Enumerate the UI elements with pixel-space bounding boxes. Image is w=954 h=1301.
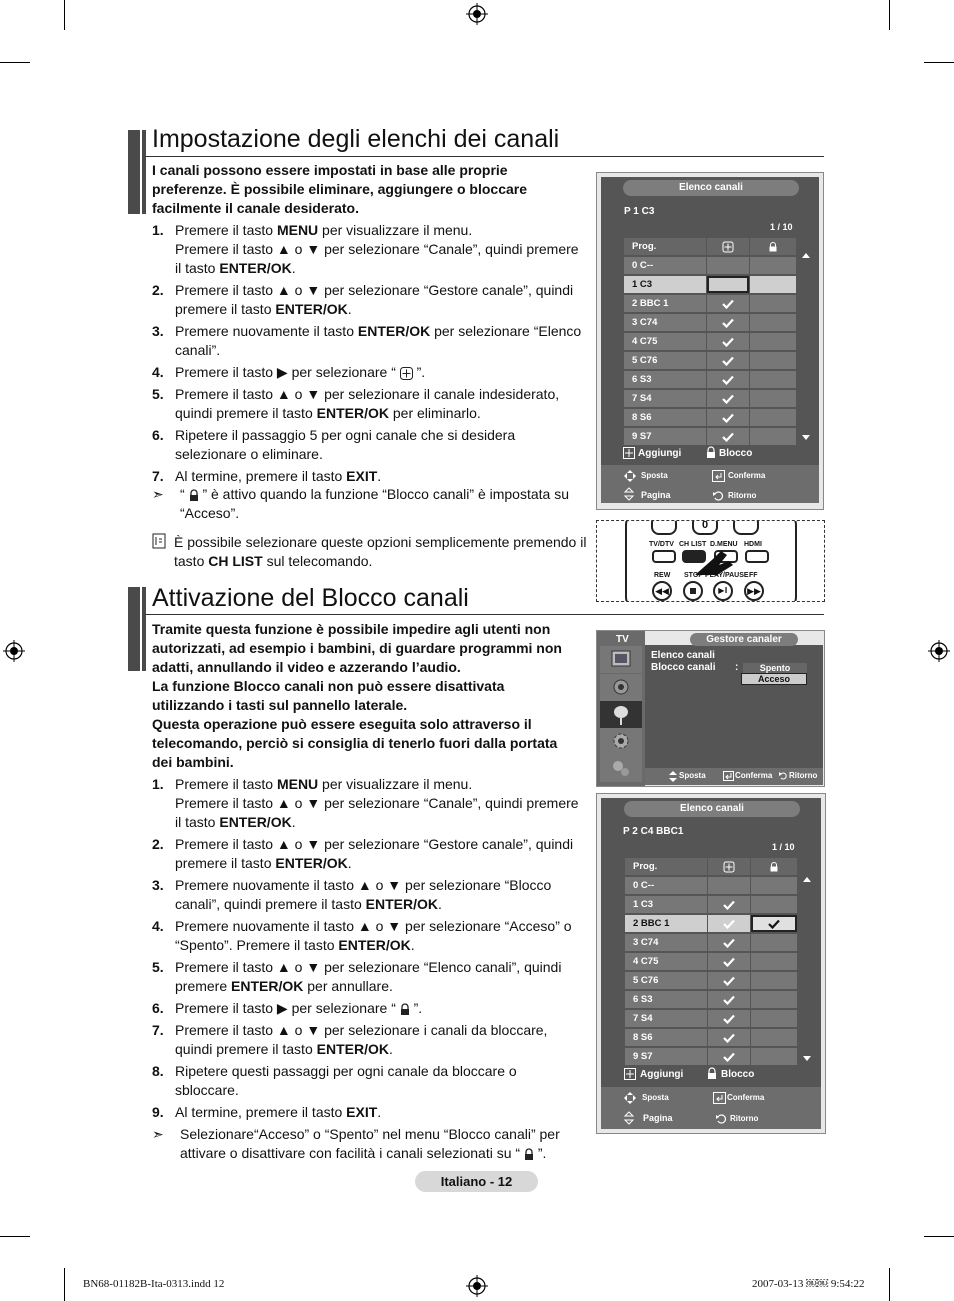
add-cell[interactable]	[708, 896, 750, 913]
table-row[interactable]	[624, 314, 800, 331]
remote-prech-button[interactable]	[733, 520, 759, 535]
channel-label: 2 BBC 1	[625, 915, 707, 932]
enter-icon	[723, 771, 734, 781]
screen-title: Elenco canali	[623, 180, 799, 196]
add-cell[interactable]	[708, 934, 750, 951]
section2-step	[152, 917, 584, 955]
section2-intro: Tramite questa funzione è possibile impedire agli utenti non autorizzati, ad esempio i bambini, di guardare programmi non adatti, annullando il video e azzerando l’audio. La funzione Blocco canali non può essere disattivata utilizzando i tasti sul pannello laterale. Questa operazione può essere eseguita solo attraverso il telecomando, perciò si consiglia di tenerlo fuori dalla portata dei bambini.	[152, 621, 562, 770]
scroll-up-icon[interactable]	[803, 877, 811, 882]
step-number: 6.	[152, 427, 164, 443]
arrow-note-text: “ ” è attivo quando la funzione “Blocco canali” è impostata su “Acceso”.	[180, 486, 569, 521]
channel-label: 0 C--	[624, 257, 706, 274]
add-cell[interactable]	[707, 276, 749, 293]
page-indicator: 1 / 10	[772, 842, 795, 852]
remote-label: HDMI	[744, 541, 762, 548]
channel-label: 8 S6	[624, 409, 706, 426]
remote-label: TV/DTV	[649, 541, 674, 548]
add-cell[interactable]	[707, 295, 749, 312]
check-icon	[722, 375, 734, 385]
crop-mark	[889, 1268, 890, 1301]
section2-step	[152, 876, 584, 914]
table-header	[624, 238, 800, 255]
remote-zero-button[interactable]: 0	[692, 520, 718, 535]
step-number: 7.	[152, 468, 164, 484]
add-cell[interactable]	[708, 1029, 750, 1046]
step-text: Premere il tasto ▶ per selezionare “ ”.	[175, 1000, 423, 1016]
step-number: 1.	[152, 776, 164, 792]
section-divider	[145, 156, 824, 157]
move-icon	[623, 469, 637, 483]
table-row[interactable]	[624, 352, 800, 369]
section1-step	[152, 426, 584, 464]
legend-lock: Blocco	[721, 1069, 755, 1080]
channel-label: 6 S3	[624, 371, 706, 388]
check-icon	[723, 900, 735, 910]
section1-title: Impostazione degli elenchi dei canali	[152, 125, 560, 153]
add-cell[interactable]	[708, 915, 750, 932]
check-icon	[723, 919, 735, 929]
add-cell[interactable]	[708, 953, 750, 970]
table-row[interactable]	[625, 1048, 801, 1065]
colon: :	[735, 662, 739, 673]
check-icon	[723, 1052, 735, 1062]
add-cell[interactable]	[708, 1010, 750, 1027]
channel-label: 4 C75	[625, 953, 707, 970]
section1-step	[152, 322, 584, 360]
channel-manager-screen	[596, 630, 825, 787]
section1-step	[152, 467, 584, 486]
header-add-icon	[708, 858, 750, 875]
section2-step	[152, 958, 584, 996]
check-icon	[722, 356, 734, 366]
option-on[interactable]: Acceso	[741, 673, 807, 685]
section-divider	[145, 614, 824, 615]
lock-cell[interactable]	[751, 991, 797, 1008]
header-lock-icon	[751, 858, 797, 875]
table-row[interactable]	[625, 896, 801, 913]
check-icon	[723, 957, 735, 967]
legend-add: Aggiungi	[638, 448, 682, 459]
file-info: BN68-01182B-Ita-0313.indd 12	[83, 1278, 225, 1290]
step-number: 8.	[152, 1063, 164, 1079]
channel-label: 2 BBC 1	[624, 295, 706, 312]
tip-note-icon	[152, 533, 174, 571]
nav-return: Ritorno	[730, 1114, 759, 1123]
channel-table	[625, 858, 801, 1064]
table-row[interactable]	[625, 1029, 801, 1046]
section2-title: Attivazione del Blocco canali	[152, 584, 469, 612]
move-icon	[623, 1091, 637, 1105]
table-row[interactable]	[625, 915, 801, 932]
remote-tv-button[interactable]	[652, 550, 676, 563]
nav-page: Pagina	[643, 1113, 673, 1123]
legend-add: Aggiungi	[640, 1069, 684, 1080]
lock-cell[interactable]	[750, 352, 796, 369]
header-lock-icon	[750, 238, 796, 255]
lock-cell[interactable]	[751, 953, 797, 970]
add-cell[interactable]	[707, 257, 749, 274]
remote-label: REW	[654, 572, 671, 579]
lock-cell[interactable]	[751, 934, 797, 951]
scroll-down-icon[interactable]	[802, 435, 810, 440]
menu-item-channel-lock[interactable]: Blocco canali	[651, 662, 716, 673]
nav-confirm: Conferma	[727, 1093, 765, 1102]
move-icon	[669, 771, 677, 782]
input-menu-icon[interactable]	[600, 755, 642, 782]
check-icon	[723, 938, 735, 948]
add-cell[interactable]	[707, 333, 749, 350]
header-prog: Prog.	[624, 238, 706, 255]
lock-cell[interactable]	[751, 1029, 797, 1046]
step-text: Premere il tasto ▲ o ▼ per selezionare il canale indesiderato, quindi premere il tasto ENTER/OK per eliminarlo.	[175, 386, 560, 421]
lock-icon	[706, 446, 716, 459]
step-text: Premere il tasto ▲ o ▼ per selezionare “Gestore canale”, quindi premere il tasto ENTER/OK.	[175, 836, 574, 871]
channel-label: 6 S3	[625, 991, 707, 1008]
channel-label: 8 S6	[625, 1029, 707, 1046]
channel-table	[624, 238, 800, 443]
lock-cell[interactable]	[751, 972, 797, 989]
lock-cell[interactable]	[750, 295, 796, 312]
arrow-note-icon: ➣	[152, 486, 164, 502]
step-text: Premere il tasto MENU per visualizzare il menu. Premere il tasto ▲ o ▼ per selezionare “Canale”, quindi premere il tasto ENTER/OK.	[175, 776, 579, 830]
table-row[interactable]	[624, 409, 800, 426]
add-cell[interactable]	[708, 972, 750, 989]
section2-step	[152, 775, 584, 832]
table-row[interactable]	[624, 428, 800, 445]
check-icon	[768, 919, 780, 929]
channel-list-lock-screen	[596, 793, 826, 1134]
table-row[interactable]	[624, 295, 800, 312]
menu-item-channel-list[interactable]: Elenco canali	[651, 650, 715, 661]
crop-mark	[64, 1268, 65, 1301]
add-cell[interactable]	[707, 428, 749, 445]
add-cell[interactable]	[707, 409, 749, 426]
step-text: Al termine, premere il tasto EXIT.	[175, 1104, 382, 1120]
setup-menu-icon[interactable]	[600, 728, 642, 755]
step-number: 2.	[152, 836, 164, 852]
channel-label: 9 S7	[625, 1048, 707, 1065]
table-row[interactable]	[624, 390, 800, 407]
page-number-badge: Italiano - 12	[415, 1171, 538, 1192]
crop-mark	[0, 62, 30, 63]
step-text: Premere il tasto ▲ o ▼ per selezionare “Gestore canale”, quindi premere il tasto ENTER/OK.	[175, 282, 574, 317]
page-icon	[623, 487, 635, 501]
step-text: Premere il tasto ▲ o ▼ per selezionare “Elenco canali”, quindi premere ENTER/OK per annullare.	[175, 959, 562, 994]
remote-ff-button[interactable]: ▶▶	[744, 581, 764, 601]
nav-move: Sposta	[641, 471, 668, 480]
check-icon	[723, 1033, 735, 1043]
table-row[interactable]	[625, 1010, 801, 1027]
check-icon	[723, 995, 735, 1005]
section1-step	[152, 281, 584, 319]
add-cell[interactable]	[708, 991, 750, 1008]
registration-mark-icon	[466, 1275, 488, 1297]
section1-step	[152, 363, 584, 382]
return-icon	[715, 1113, 727, 1124]
crop-mark	[924, 1236, 954, 1237]
step-number: 9.	[152, 1104, 164, 1120]
print-date: 2007-03-13 ￼￼ 9:54:22	[752, 1278, 865, 1290]
lock-cell[interactable]	[750, 333, 796, 350]
section1-intro: I canali possono essere impostati in base alle proprie preferenze. È possibile eliminare, aggiungere o bloccare facilmente il canale desiderato.	[152, 162, 528, 216]
screen-footer	[601, 1087, 821, 1129]
check-icon	[722, 318, 734, 328]
table-row[interactable]	[625, 991, 801, 1008]
option-off[interactable]: Spento	[743, 663, 807, 673]
step-text: Premere nuovamente il tasto ENTER/OK per selezionare “Elenco canali”.	[175, 323, 582, 358]
registration-mark-icon	[466, 3, 488, 25]
crop-mark	[0, 1236, 30, 1237]
step-text: Al termine, premere il tasto EXIT.	[175, 468, 382, 484]
sound-menu-icon[interactable]	[600, 674, 642, 701]
table-row[interactable]	[625, 934, 801, 951]
section-marker	[128, 587, 140, 671]
screen-title: Elenco canali	[624, 801, 800, 817]
header-add-icon	[707, 238, 749, 255]
scroll-up-icon[interactable]	[802, 253, 810, 258]
check-icon	[722, 394, 734, 404]
step-text: Premere il tasto MENU per visualizzare il menu. Premere il tasto ▲ o ▼ per selezionare “Canale”, quindi premere il tasto ENTER/OK.	[175, 222, 579, 276]
remote-top-button[interactable]	[651, 520, 677, 535]
section2-step	[152, 1021, 584, 1059]
lock-cell[interactable]	[751, 877, 797, 894]
remote-label: D.MENU	[710, 541, 738, 548]
lock-cell[interactable]	[750, 371, 796, 388]
return-icon	[712, 490, 724, 501]
add-cell[interactable]	[708, 877, 750, 894]
section1-steps	[152, 221, 584, 489]
table-row[interactable]	[624, 276, 800, 293]
section1-notes	[152, 485, 592, 574]
lock-icon	[707, 1067, 717, 1080]
section2-step	[152, 1103, 584, 1122]
step-text: Premere il tasto ▶ per selezionare “ ”.	[175, 364, 426, 380]
current-channel: P 2 C4 BBC1	[623, 826, 684, 837]
legend-lock: Blocco	[719, 448, 753, 459]
step-number: 5.	[152, 386, 164, 402]
channel-label: 4 C75	[624, 333, 706, 350]
channel-label: 3 C74	[625, 934, 707, 951]
step-number: 1.	[152, 222, 164, 238]
step-text: Premere nuovamente il tasto ▲ o ▼ per selezionare “Acceso” o “Spento”. Premere il tasto ENTER/OK.	[175, 918, 572, 953]
table-row[interactable]	[625, 877, 801, 894]
header-prog: Prog.	[625, 858, 707, 875]
arrow-note	[152, 485, 592, 523]
section-marker	[128, 130, 140, 214]
remote-rew-button[interactable]: ◀◀	[652, 581, 672, 601]
channel-label: 1 C3	[625, 896, 707, 913]
step-number: 7.	[152, 1022, 164, 1038]
check-icon	[722, 432, 734, 442]
table-row[interactable]	[624, 333, 800, 350]
step-text: Premere il tasto ▲ o ▼ per selezionare i canali da bloccare, quindi premere il tasto ENTER/OK.	[175, 1022, 548, 1057]
crop-mark	[924, 62, 954, 63]
nav-return: Ritorno	[789, 771, 818, 780]
page-indicator: 1 / 10	[770, 222, 793, 232]
channel-label: 1 C3	[624, 276, 706, 293]
crop-mark	[64, 0, 65, 30]
arrow-note-text: Selezionare“Acceso” o “Spento” nel menu “Blocco canali” per attivare o disattivare con facilità i canali selezionati su “ ”.	[180, 1126, 560, 1161]
lock-cell[interactable]	[750, 257, 796, 274]
remote-play-button[interactable]: ▶‖	[713, 581, 733, 601]
section-marker	[142, 130, 146, 214]
section1-step	[152, 385, 584, 423]
add-cell[interactable]	[707, 390, 749, 407]
lock-cell[interactable]	[751, 1048, 797, 1065]
step-text: Ripetere il passaggio 5 per ogni canale che si desidera selezionare o eliminare.	[175, 427, 516, 462]
step-text: Premere nuovamente il tasto ▲ o ▼ per selezionare “Blocco canali”, quindi premere il tasto ENTER/OK.	[175, 877, 552, 912]
nav-confirm: Conferma	[728, 471, 766, 480]
arrow-note	[152, 1125, 584, 1163]
check-icon	[722, 413, 734, 423]
remote-label: CH LIST	[679, 541, 707, 548]
channel-label: 0 C--	[625, 877, 707, 894]
table-row[interactable]	[624, 257, 800, 274]
channel-menu-icon[interactable]	[600, 701, 642, 728]
check-icon	[723, 1014, 735, 1024]
check-icon	[722, 299, 734, 309]
nav-move: Sposta	[642, 1093, 669, 1102]
step-number: 2.	[152, 282, 164, 298]
channel-label: 7 S4	[625, 1010, 707, 1027]
lock-cell[interactable]	[751, 915, 797, 932]
enter-icon	[713, 1092, 726, 1104]
table-row[interactable]	[624, 371, 800, 388]
arrow-note-icon: ➣	[152, 1126, 164, 1142]
picture-menu-icon[interactable]	[600, 646, 642, 673]
registration-mark-icon	[928, 640, 950, 662]
table-row[interactable]	[625, 953, 801, 970]
enter-icon	[712, 470, 725, 482]
lock-cell[interactable]	[750, 314, 796, 331]
nav-move: Sposta	[679, 771, 706, 780]
step-number: 4.	[152, 918, 164, 934]
channel-label: 5 C76	[624, 352, 706, 369]
screen-footer	[601, 465, 819, 503]
table-row[interactable]	[625, 972, 801, 989]
section-marker	[142, 587, 146, 671]
remote-label: FF	[749, 572, 758, 579]
channel-label: 7 S4	[624, 390, 706, 407]
remote-label: STOP	[684, 572, 703, 579]
add-icon	[623, 447, 635, 459]
screen-title: Gestore canaler	[690, 633, 798, 646]
tip-note-text: È possibile selezionare queste opzioni semplicemente premendo il tasto CH LIST sul telecomando.	[174, 534, 587, 569]
tv-label: TV	[616, 634, 629, 645]
add-cell[interactable]	[707, 314, 749, 331]
section2-step	[152, 835, 584, 873]
return-icon	[778, 771, 788, 781]
add-cell[interactable]	[708, 1048, 750, 1065]
channel-label: 3 C74	[624, 314, 706, 331]
nav-return: Ritorno	[728, 491, 757, 500]
table-header	[625, 858, 801, 875]
remote-stop-button[interactable]	[683, 581, 703, 601]
nav-page: Pagina	[641, 490, 671, 500]
step-text: Ripetere questi passaggi per ogni canale da bloccare o sbloccare.	[175, 1063, 517, 1098]
add-cell[interactable]	[707, 352, 749, 369]
step-number: 3.	[152, 877, 164, 893]
section2-step	[152, 1062, 584, 1100]
channel-list-screen	[596, 172, 824, 510]
step-number: 5.	[152, 959, 164, 975]
lock-cell[interactable]	[751, 1010, 797, 1027]
step-number: 4.	[152, 364, 164, 380]
scroll-down-icon[interactable]	[803, 1056, 811, 1061]
section2-step	[152, 999, 584, 1018]
add-icon	[624, 1068, 636, 1080]
channel-label: 5 C76	[625, 972, 707, 989]
remote-hdmi-button[interactable]	[745, 550, 769, 563]
section1-step	[152, 221, 584, 278]
tip-note	[152, 533, 592, 571]
section2-steps	[152, 775, 584, 1166]
lock-cell[interactable]	[750, 428, 796, 445]
nav-confirm: Conferma	[735, 771, 773, 780]
remote-control-illustration	[596, 520, 825, 602]
step-number: 6.	[152, 1000, 164, 1016]
page-icon	[623, 1111, 635, 1125]
lock-cell[interactable]	[750, 276, 796, 293]
check-icon	[722, 337, 734, 347]
registration-mark-icon	[3, 640, 25, 662]
lock-cell[interactable]	[750, 409, 796, 426]
add-cell[interactable]	[707, 371, 749, 388]
remote-label: PLAY/PAUSE	[705, 572, 749, 579]
step-number: 3.	[152, 323, 164, 339]
channel-label: 9 S7	[624, 428, 706, 445]
check-icon	[723, 976, 735, 986]
crop-mark	[889, 0, 890, 30]
lock-cell[interactable]	[750, 390, 796, 407]
current-channel: P 1 C3	[624, 206, 655, 217]
lock-cell[interactable]	[751, 896, 797, 913]
